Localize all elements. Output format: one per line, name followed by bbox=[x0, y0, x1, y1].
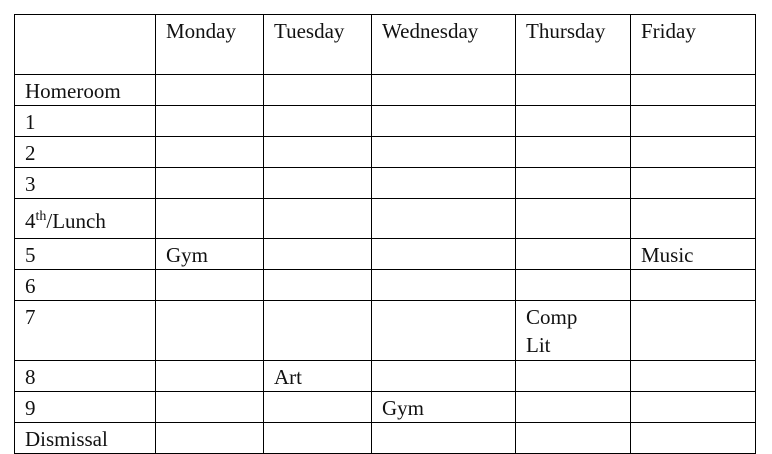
schedule-cell bbox=[516, 75, 631, 106]
table-row bbox=[15, 106, 756, 137]
schedule-cell bbox=[631, 199, 756, 239]
table-row bbox=[15, 361, 756, 392]
schedule-cell bbox=[516, 392, 631, 423]
schedule-cell bbox=[156, 168, 264, 199]
schedule-cell: Art bbox=[264, 361, 372, 392]
period-label: 2 bbox=[15, 137, 156, 168]
schedule-cell bbox=[264, 270, 372, 301]
schedule-cell bbox=[372, 423, 516, 454]
schedule-cell bbox=[631, 137, 756, 168]
schedule-cell bbox=[264, 392, 372, 423]
schedule-cell bbox=[156, 392, 264, 423]
schedule-cell: Comp Lit bbox=[516, 301, 631, 361]
schedule-cell bbox=[516, 199, 631, 239]
schedule-cell bbox=[264, 137, 372, 168]
period-label: 6 bbox=[15, 270, 156, 301]
schedule-cell bbox=[631, 75, 756, 106]
period-label bbox=[15, 199, 156, 239]
schedule-cell bbox=[631, 301, 756, 361]
schedule-cell bbox=[516, 168, 631, 199]
table-row bbox=[15, 301, 756, 361]
schedule-cell bbox=[264, 75, 372, 106]
day-header-wednesday: Wednesday bbox=[372, 15, 516, 75]
schedule-cell bbox=[372, 239, 516, 270]
schedule-cell bbox=[264, 199, 372, 239]
schedule-cell bbox=[156, 137, 264, 168]
schedule-cell bbox=[516, 106, 631, 137]
schedule-cell bbox=[516, 270, 631, 301]
weekly-schedule-table bbox=[14, 14, 756, 454]
schedule-cell bbox=[516, 361, 631, 392]
schedule-cell bbox=[372, 137, 516, 168]
schedule-cell bbox=[156, 75, 264, 106]
ordinal-suffix: th bbox=[35, 209, 47, 224]
schedule-cell bbox=[516, 137, 631, 168]
period-suffix: /Lunch bbox=[46, 209, 106, 233]
table-row bbox=[15, 168, 756, 199]
day-header-monday: Monday bbox=[156, 15, 264, 75]
table-row bbox=[15, 199, 756, 239]
schedule-cell: Gym bbox=[156, 239, 264, 270]
table-row bbox=[15, 270, 756, 301]
schedule-cell bbox=[372, 199, 516, 239]
schedule-cell bbox=[372, 168, 516, 199]
period-label: 8 bbox=[15, 361, 156, 392]
schedule-cell bbox=[372, 301, 516, 361]
schedule-cell bbox=[372, 75, 516, 106]
table-row bbox=[15, 392, 756, 423]
schedule-cell bbox=[156, 361, 264, 392]
schedule-cell bbox=[372, 361, 516, 392]
period-label: 5 bbox=[15, 239, 156, 270]
table-row bbox=[15, 239, 756, 270]
period-label: Dismissal bbox=[15, 423, 156, 454]
table-row bbox=[15, 75, 756, 106]
schedule-cell bbox=[156, 301, 264, 361]
table-row bbox=[15, 423, 756, 454]
schedule-cell bbox=[372, 270, 516, 301]
schedule-cell bbox=[516, 423, 631, 454]
period-label: Homeroom bbox=[15, 75, 156, 106]
day-header-thursday: Thursday bbox=[516, 15, 631, 75]
schedule-cell bbox=[156, 106, 264, 137]
schedule-cell bbox=[156, 199, 264, 239]
period-label: 7 bbox=[15, 301, 156, 361]
header-row bbox=[15, 15, 756, 75]
schedule-cell bbox=[631, 392, 756, 423]
schedule-cell bbox=[631, 106, 756, 137]
schedule-cell bbox=[631, 361, 756, 392]
schedule-cell bbox=[264, 239, 372, 270]
schedule-cell bbox=[264, 106, 372, 137]
schedule-cell: Gym bbox=[372, 392, 516, 423]
schedule-cell bbox=[516, 239, 631, 270]
schedule-cell bbox=[264, 168, 372, 199]
period-number: 4 bbox=[25, 209, 36, 233]
schedule-cell bbox=[264, 301, 372, 361]
table-row bbox=[15, 137, 756, 168]
schedule-cell: Music bbox=[631, 239, 756, 270]
period-label: 9 bbox=[15, 392, 156, 423]
period-label: 1 bbox=[15, 106, 156, 137]
schedule-cell bbox=[156, 423, 264, 454]
schedule-cell bbox=[631, 168, 756, 199]
schedule-cell bbox=[372, 106, 516, 137]
day-header-tuesday: Tuesday bbox=[264, 15, 372, 75]
schedule-cell bbox=[156, 270, 264, 301]
corner-cell bbox=[15, 15, 156, 75]
schedule-cell bbox=[631, 423, 756, 454]
day-header-friday: Friday bbox=[631, 15, 756, 75]
schedule-cell bbox=[631, 270, 756, 301]
schedule-cell bbox=[264, 423, 372, 454]
period-label: 3 bbox=[15, 168, 156, 199]
